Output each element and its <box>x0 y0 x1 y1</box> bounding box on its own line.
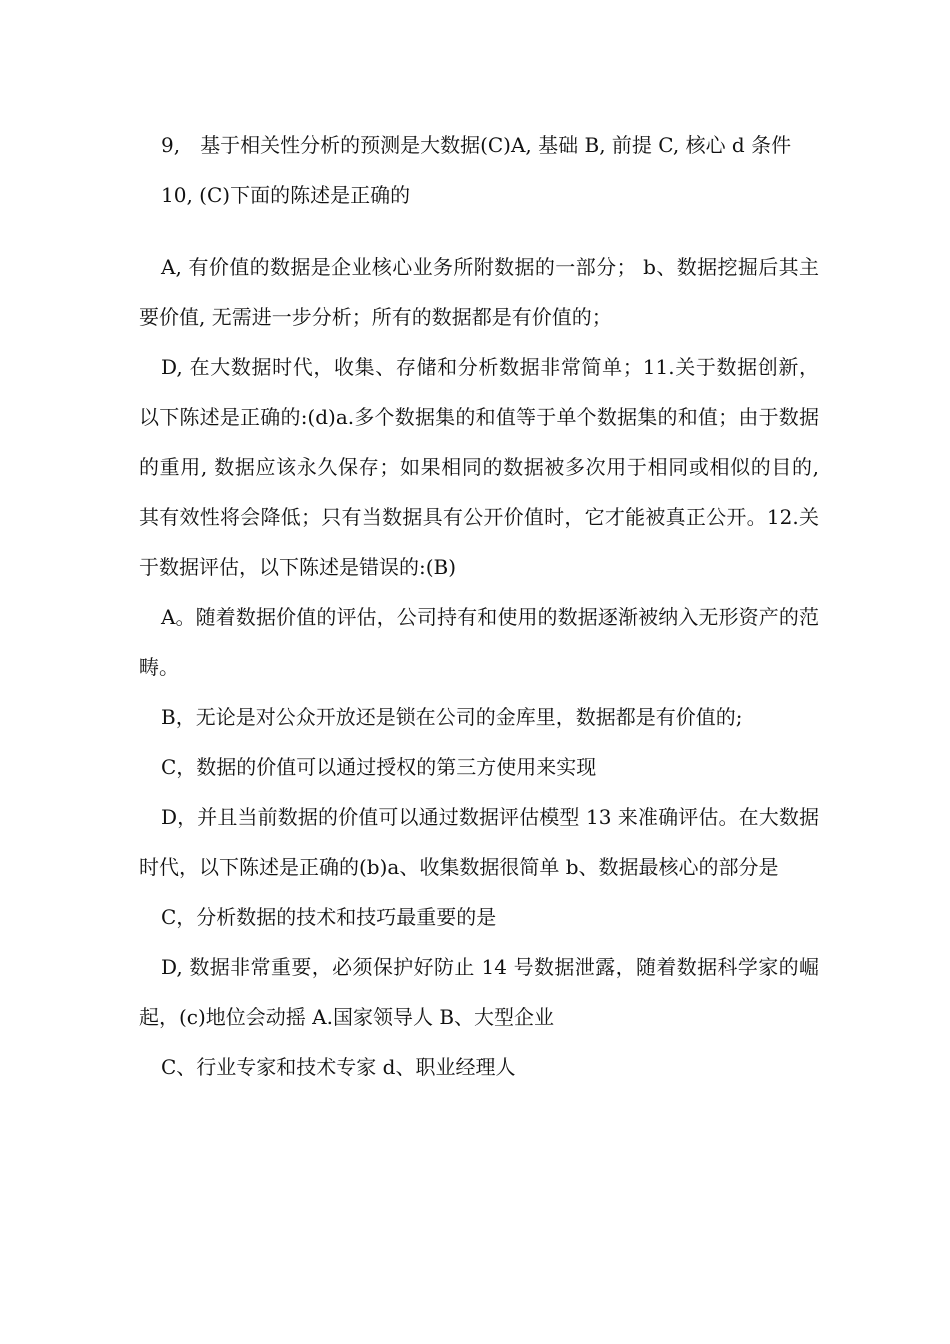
question-10-paragraph: 10, (C)下面的陈述是正确的 <box>161 183 411 207</box>
document-body <box>139 120 819 1092</box>
question-14-options-paragraph: C、行业专家和技术专家 d、职业经理人 <box>161 1055 516 1079</box>
question-14-paragraph: D, 数据非常重要，必须保护好防止 14 号数据泄露，随着数据科学家的崛起，(c)地位会动摇 A.国家领导人 B、大型企业 <box>139 955 819 1029</box>
question-13-option-c-paragraph: C，分析数据的技术和技巧最重要的是 <box>161 905 497 929</box>
question-13-paragraph: D，并且当前数据的价值可以通过数据评估模型 13 来准确评估。在大数据时代，以下陈述是正确的(b)a、收集数据很简单 b、数据最核心的部分是 <box>139 805 819 879</box>
question-12-option-b-paragraph: B，无论是对公众开放还是锁在公司的金库里，数据都是有价值的; <box>161 705 743 729</box>
question-11-paragraph: D, 在大数据时代，收集、存储和分析数据非常简单；11.关于数据创新，以下陈述是正确的:(d)a.多个数据集的和值等于单个数据集的和值；由于数据的重用, 数据应该永久保存；如果相同的数据被多次用于相同或相似的目的, 其有效性将会降低；只有当数据具有公开价值时，它才能被真正公开。12.关于数据评估，以下陈述是错误的:(B) <box>139 355 819 579</box>
question-10-option-a-paragraph: A, 有价值的数据是企业核心业务所附数据的一部分； b、数据挖掘后其主要价值, 无需进一步分析；所有的数据都是有价值的； <box>139 255 819 329</box>
question-12-option-a-paragraph: A。随着数据价值的评估，公司持有和使用的数据逐渐被纳入无形资产的范畴。 <box>139 605 819 679</box>
question-9-paragraph: 9, 基于相关性分析的预测是大数据(C)A, 基础 B, 前提 C, 核心 d 条件 <box>161 133 792 157</box>
question-12-option-c-paragraph: C，数据的价值可以通过授权的第三方使用来实现 <box>161 755 597 779</box>
